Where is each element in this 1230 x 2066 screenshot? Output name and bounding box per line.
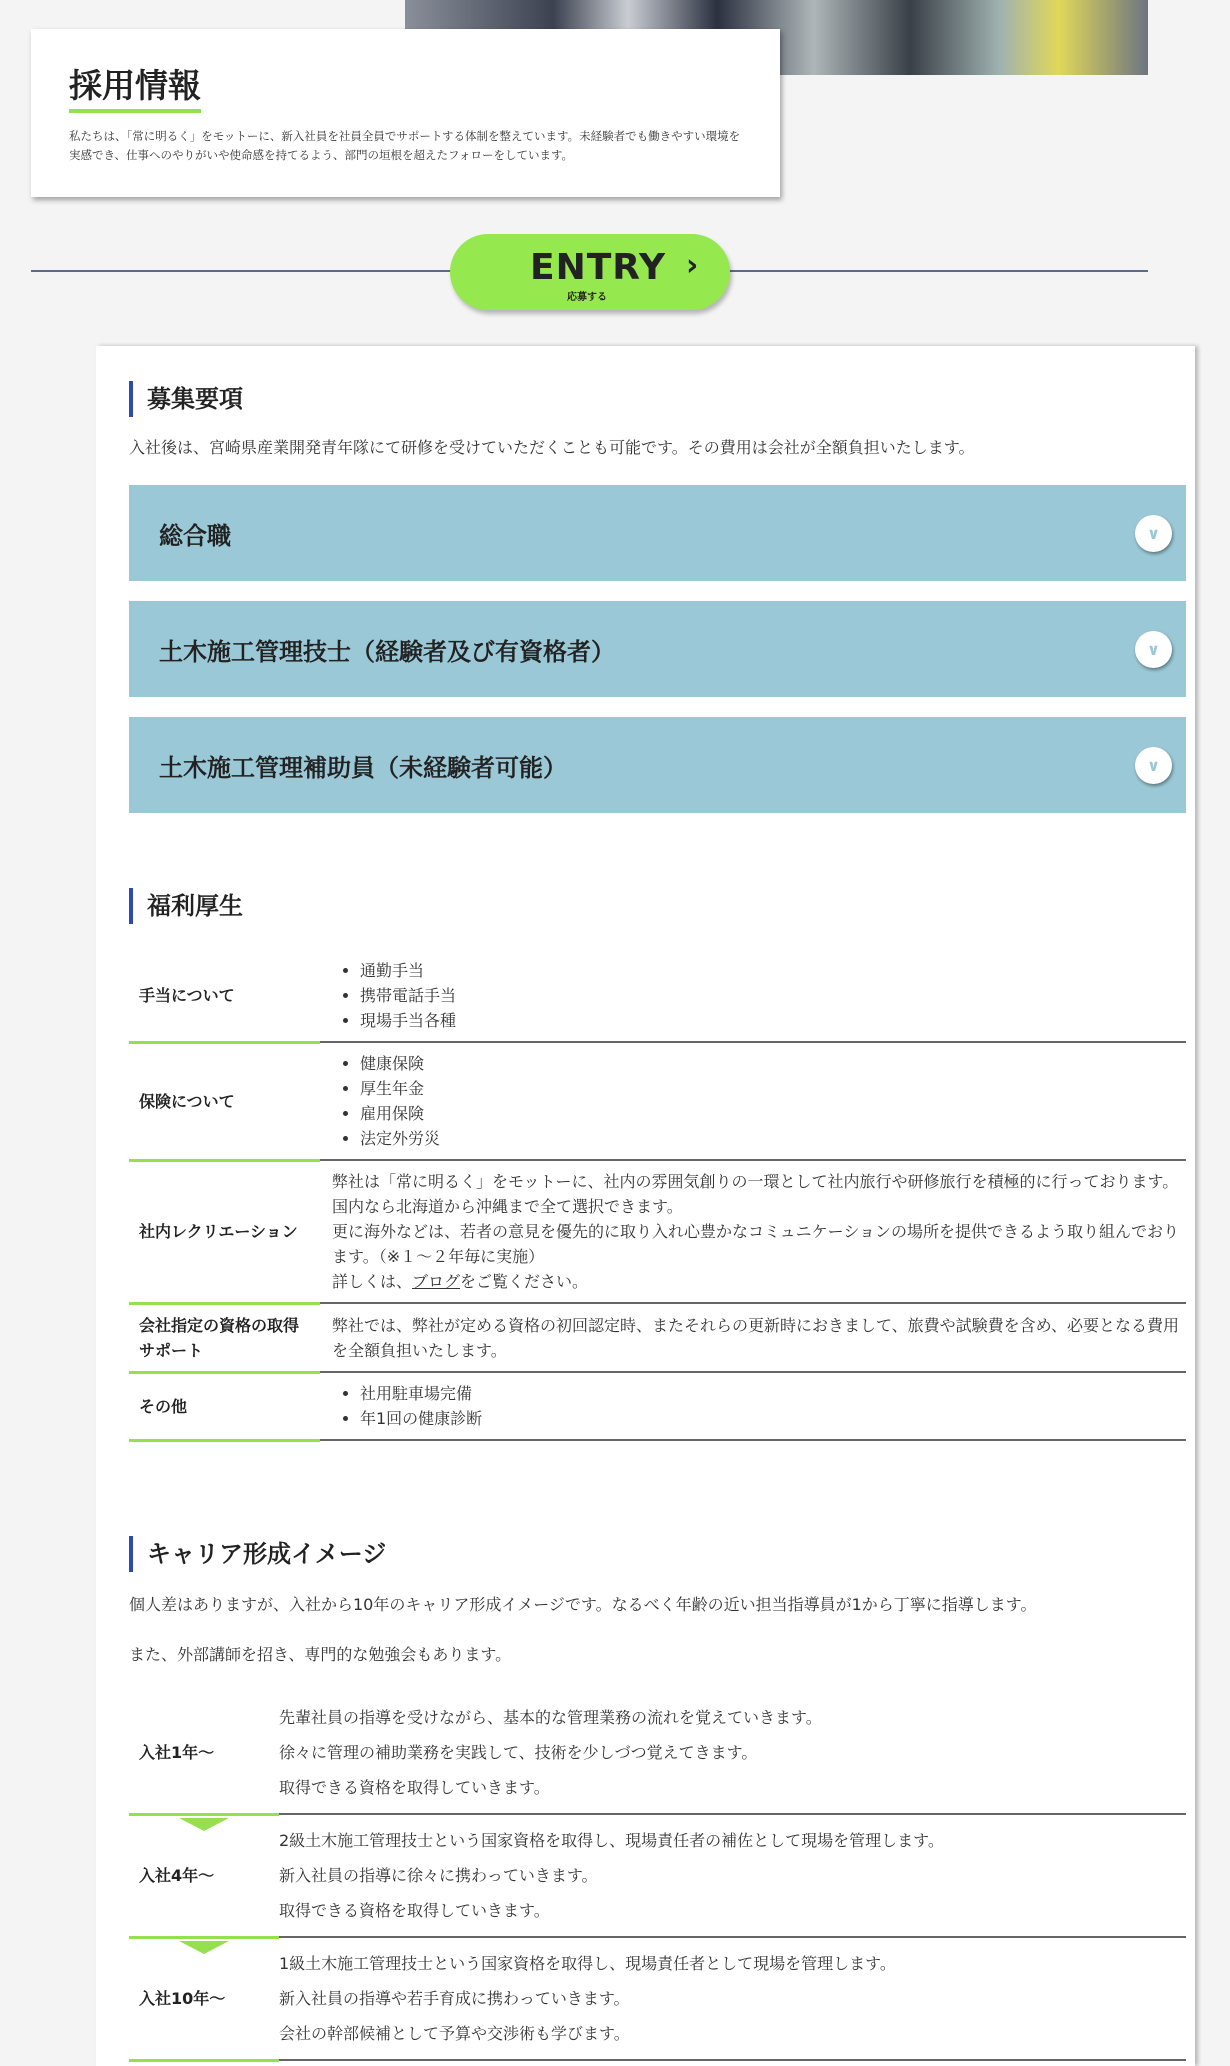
row-label: 入社10年～ [139, 1989, 226, 2008]
text-line: 取得できる資格を取得していきます。 [279, 1901, 550, 1920]
list-item: • 現場手当各種 [360, 1008, 1186, 1033]
down-arrow-icon [179, 1818, 229, 1831]
list-item: • 雇用保険 [360, 1101, 1186, 1126]
career-intro: 個人差はありますが、入社から10年のキャリア形成イメージです。なるべく年齢の近い担当指導員が1から丁寧に指導します。 [129, 1595, 1037, 1614]
blog-link[interactable]: ブログ [412, 1272, 461, 1291]
section-heading: 募集要項 [129, 381, 1186, 417]
chevron-right-icon: › [686, 248, 699, 283]
table-row [129, 1042, 1186, 1160]
list-item: • 年1回の健康診断 [360, 1406, 1186, 1431]
list-item: • 社用駐車場完備 [360, 1381, 1186, 1406]
welfare-section [129, 888, 1186, 1442]
accordion-engineer[interactable] [129, 601, 1186, 697]
entry-button[interactable] [450, 234, 730, 310]
recruit-intro-card [31, 29, 780, 197]
chevron-down-icon: ∨ [1135, 631, 1172, 668]
table-row [129, 1160, 1186, 1303]
section-heading: キャリア形成イメージ [129, 1536, 1186, 1572]
table-row [129, 950, 1186, 1042]
entry-label: ENTRY [530, 247, 667, 288]
table-row [129, 1303, 1186, 1372]
accordion-label: 総合職 [159, 521, 231, 550]
text-line: 更に海外などは、若者の意見を優先的に取り入れ心豊かなコミュニケーションの場所を提供できるよう取り組んでおります。（※１～２年毎に実施） [332, 1222, 1180, 1266]
chevron-down-icon: ∨ [1135, 747, 1172, 784]
text-line: 新入社員の指導に徐々に携わっていきます。 [279, 1866, 598, 1885]
recruit-intro: 入社後は、宮崎県産業開発青年隊にて研修を受けていただくことも可能です。その費用は会社が全額負担いたします。 [129, 438, 975, 457]
text: をご覧ください。 [460, 1272, 589, 1291]
entry-sublabel: 応募する [567, 292, 607, 303]
page-title: 採用情報 [69, 65, 201, 113]
text: 詳しくは、 [332, 1272, 413, 1291]
text-line: 新入社員の指導や若手育成に携わっていきます。 [279, 1989, 630, 2008]
row-label: 保険について [129, 1042, 320, 1160]
career-intro: また、外部講師を招き、専門的な勉強会もあります。 [129, 1645, 512, 1664]
text-line: 取得できる資格を取得していきます。 [279, 1778, 550, 1797]
list-item: • 法定外労災 [360, 1126, 1186, 1151]
down-arrow-icon [179, 1941, 229, 1954]
list-item: • 携帯電話手当 [360, 983, 1186, 1008]
text-line: 2級土木施工管理技士という国家資格を取得し、現場責任者の補佐として現場を管理します。 [279, 1831, 944, 1850]
row-label: その他 [129, 1372, 320, 1440]
row-label: 手当について [129, 950, 320, 1042]
row-label: 会社指定の資格の取得サポート [129, 1303, 320, 1372]
intro-text: 私たちは、「常に明るく」をモットーに、新入社員を社員全員でサポートする体制を整えています。未経験者でも働きやすい環境を実感でき、仕事へのやりがいや使命感を持てるよう、部門の垣根を超えたフォローをしています。 [69, 129, 741, 162]
row-label: 入社1年～ [139, 1742, 215, 1762]
text-line: 国内なら北海道から沖縄まで全て選択できます。 [332, 1197, 683, 1216]
row-label: 社内レクリエーション [129, 1160, 320, 1303]
table-row [129, 1814, 1186, 1937]
text-line: 会社の幹部候補として予算や交渉術も学びます。 [279, 2024, 630, 2043]
row-label: 入社4年～ [139, 1866, 215, 1885]
row-value: 弊社では、弊社が定める資格の初回認定時、またそれらの更新時におきまして、旅費や試験費を含め、必要となる費用を全額負担いたします。 [320, 1303, 1186, 1372]
accordion-label: 土木施工管理技士（経験者及び有資格者） [159, 637, 615, 666]
accordion-assistant[interactable] [129, 717, 1186, 813]
text-line: 先輩社員の指導を受けながら、基本的な管理業務の流れを覚えていきます。 [279, 1708, 822, 1727]
table-row [129, 1372, 1186, 1440]
text-line: 徐々に管理の補助業務を実践して、技術を少しづつ覚えてきます。 [279, 1743, 758, 1762]
career-section [129, 1536, 1186, 2062]
recruit-section [129, 381, 1186, 833]
content-panel [96, 346, 1195, 2066]
list-item: • 厚生年金 [360, 1076, 1186, 1101]
table-row [129, 1937, 1186, 2060]
section-heading: 福利厚生 [129, 888, 1186, 924]
text-line: 1級土木施工管理技士という国家資格を取得し、現場責任者として現場を管理します。 [279, 1954, 896, 1973]
list-item: • 健康保険 [360, 1051, 1186, 1076]
list-item: • 通勤手当 [360, 958, 1186, 983]
career-table [129, 1692, 1186, 2062]
chevron-down-icon: ∨ [1135, 515, 1172, 552]
table-row [129, 1692, 1186, 1814]
text-line: 弊社は「常に明るく」をモットーに、社内の雰囲気創りの一環として社内旅行や研修旅行を積極的に行っております。 [332, 1172, 1179, 1191]
accordion-general[interactable] [129, 485, 1186, 581]
welfare-table [129, 950, 1186, 1442]
accordion-label: 土木施工管理補助員（未経験者可能） [159, 753, 567, 782]
blog-line [332, 1269, 1186, 1294]
